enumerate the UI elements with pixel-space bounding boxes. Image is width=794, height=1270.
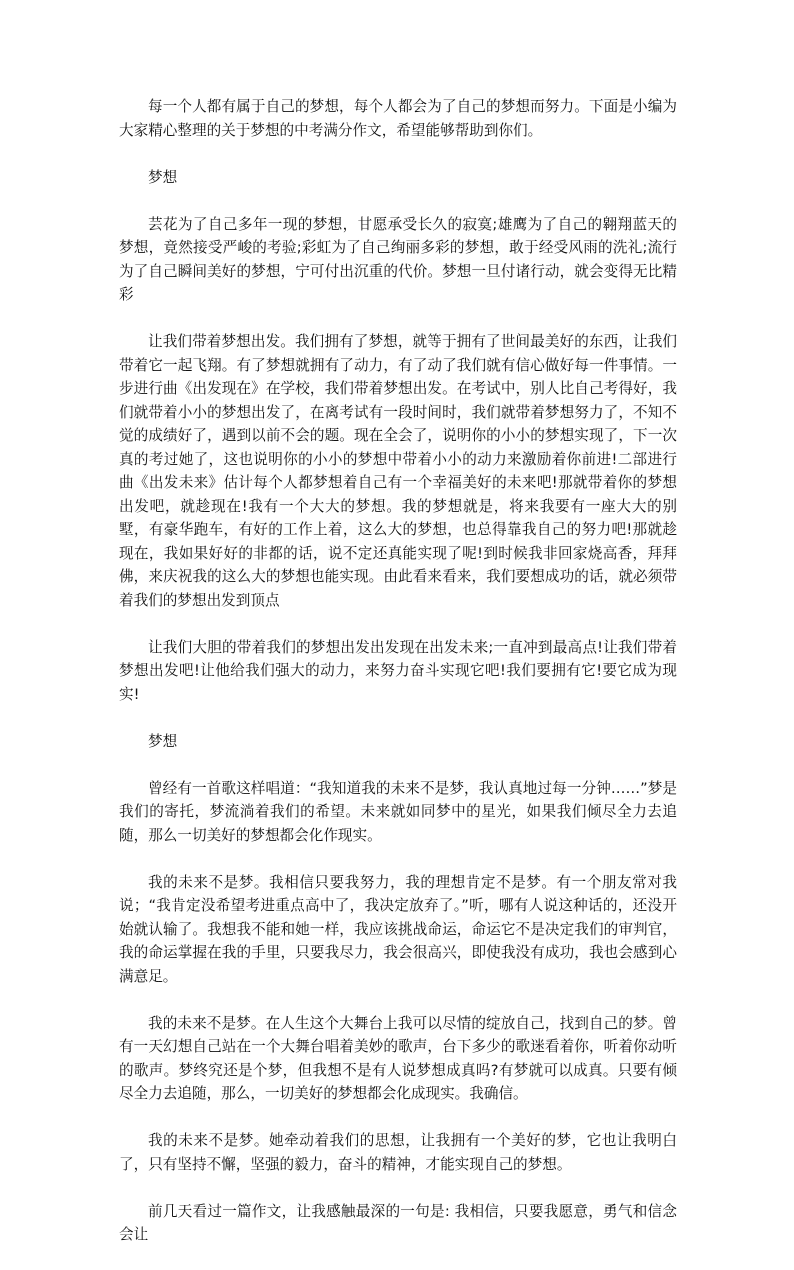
essay-2-paragraph-1: 曾经有一首歌这样唱道：“我知道我的未来不是梦，我认真地过每一分钟……”梦是我们的寄托，梦流淌着我们的希望。未来就如同梦中的星光，如果我们倾尽全力去追随，那么一切美好的梦想都会化作现实。 — [119, 779, 677, 844]
essay-2-paragraph-4: 我的未来不是梦。她牵动着我们的思想，让我拥有一个美好的梦，它也让我明白了，只有坚持不懈，坚强的毅力，奋斗的精神，才能实现自己的梦想。 — [119, 1132, 677, 1173]
essay-1-title: 梦想 — [148, 168, 178, 186]
essay-1-paragraph-1: 芸花为了自己多年一现的梦想，甘愿承受长久的寂寞;雄鹰为了自己的翱翔蓝天的梦想，竟然接受严峻的考验;彩虹为了自己绚丽多彩的梦想，敢于经受风雨的洗礼;流行为了自己瞬间美好的梦想，宁可付出沉重的代价。梦想一旦付诸行动，就会变得无比精彩 — [119, 215, 677, 303]
intro-paragraph: 每一个人都有属于自己的梦想，每个人都会为了自己的梦想而努力。下面是小编为大家精心整理的关于梦想的中考满分作文，希望能够帮助到你们。 — [119, 98, 677, 139]
essay-2-title: 梦想 — [148, 732, 178, 750]
essay-2-paragraph-2: 我的未来不是梦。我相信只要我努力，我的理想肯定不是梦。有一个朋友常对我说；“我肯定没希望考进重点高中了，我决定放弃了。”听，哪有人说这种话的，还没开始就认输了。我想我不能和她一样，我应该挑战命运，命运它不是决定我们的审判官，我的命运掌握在我的手里，只要我尽力，我会很高兴，即使我没有成功，我也会感到心满意足。 — [119, 873, 677, 985]
essay-2-paragraph-3: 我的未来不是梦。在人生这个大舞台上我可以尽情的绽放自己，找到自己的梦。曾有一天幻想自己站在一个大舞台唱着美妙的歌声，台下多少的歌迷看着你，听着你动听的歌声。梦终究还是个梦，但我想不是有人说梦想成真吗?有梦就可以成真。只要有倾尽全力去追随，那么，一切美好的梦想都会化成现实。我确信。 — [119, 1014, 677, 1102]
essay-1-paragraph-2: 让我们带着梦想出发。我们拥有了梦想，就等于拥有了世间最美好的东西，让我们带着它一起飞翔。有了梦想就拥有了动力，有了动了我们就有信心做好每一件事情。一步进行曲《出发现在》在学校，我们带着梦想出发。在考试中，别人比自己考得好，我们就带着小小的梦想出发了，在离考试有一段时间时，我们就带着梦想努力了，不知不觉的成绩好了，遇到以前不会的题。现在全会了，说明你的小小的梦想实现了，下一次真的考过她了，这也说明你的小小的梦想中带着小小的动力来激励着你前进!二部进行曲《出发未来》估计每个人都梦想着自己有一个幸福美好的未来吧!那就带着你的梦想出发吧，就趁现在!我有一个大大的梦想。我的梦想就是，将来我要有一座大大的别墅，有豪华跑车，有好的工作上着，这么大的梦想，也总得靠我自己的努力吧!那就趁现在，我如果好好的非都的话，说不定还真能实现了呢!到时候我非回家烧高香，拜拜佛，来庆祝我的这么大的梦想也能实现。由此看来看来，我们要想成功的话，就必须带着我们的梦想出发到顶点 — [119, 333, 677, 609]
essay-2-paragraph-5: 前几天看过一篇作文，让我感触最深的一句是: 我相信，只要我愿意，勇气和信念会让 — [119, 1202, 677, 1243]
essay-1-paragraph-3: 让我们大胆的带着我们的梦想出发出发现在出发未来;一直冲到最高点!让我们带着梦想出发吧!让他给我们强大的动力，来努力奋斗实现它吧!我们要拥有它!要它成为现实! — [119, 638, 677, 703]
document-page — [119, 95, 677, 1270]
